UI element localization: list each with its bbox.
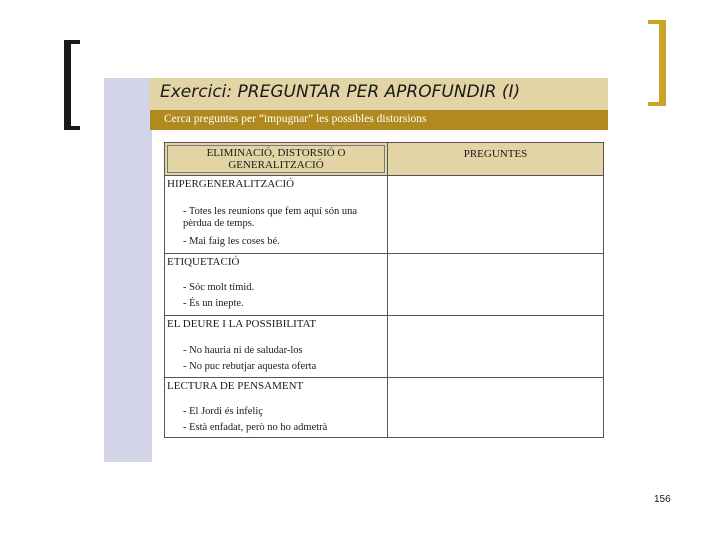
section-heading: HIPERGENERALITZACIÓ <box>167 178 295 190</box>
slide-subtitle: Cerca preguntes per “impugnar” les possibles distorsions <box>164 113 427 125</box>
list-item: - No hauria ni de saludar-los <box>183 345 303 356</box>
table-row <box>165 254 388 316</box>
subtitle-bar <box>150 110 608 130</box>
table-header-right <box>388 143 603 176</box>
table-row <box>165 378 388 437</box>
questions-cell[interactable] <box>388 316 603 378</box>
section-heading: ETIQUETACIÓ <box>167 256 240 268</box>
list-item: - No puc rebutjar aquesta oferta <box>183 361 317 372</box>
list-item: - Mai faig les coses bé. <box>183 236 280 247</box>
sidebar-accent <box>104 78 152 462</box>
table-header-left <box>165 143 388 176</box>
questions-cell[interactable] <box>388 176 603 254</box>
exercise-table <box>164 142 604 438</box>
list-item: - Està enfadat, però no ho admetrà <box>183 422 328 433</box>
section-heading: LECTURA DE PENSAMENT <box>167 380 304 392</box>
title-bar <box>150 78 608 110</box>
table-row <box>165 176 388 254</box>
section-heading: EL DEURE I LA POSSIBILITAT <box>167 318 317 330</box>
table-row <box>165 316 388 378</box>
header-label-questions: PREGUNTES <box>463 148 528 160</box>
list-item: - Sóc molt tímid. <box>183 282 255 293</box>
questions-cell[interactable] <box>388 254 603 316</box>
header-label-distortion: ELIMINACIÓ, DISTORSIÓ O GENERALITZACIÓ <box>206 147 346 171</box>
list-item: - El Jordi és infeliç <box>183 406 263 417</box>
questions-cell[interactable] <box>388 378 603 437</box>
list-item: - Totes les reunions que fem aquí són una pèrdua de temps. <box>183 206 358 229</box>
right-bracket-decoration <box>648 20 666 106</box>
slide-title: Exercici: PREGUNTAR PER APROFUNDIR (I) <box>160 82 521 102</box>
left-bracket-decoration <box>64 40 80 130</box>
page-number: 156 <box>654 494 671 505</box>
list-item: - És un inepte. <box>183 298 244 309</box>
